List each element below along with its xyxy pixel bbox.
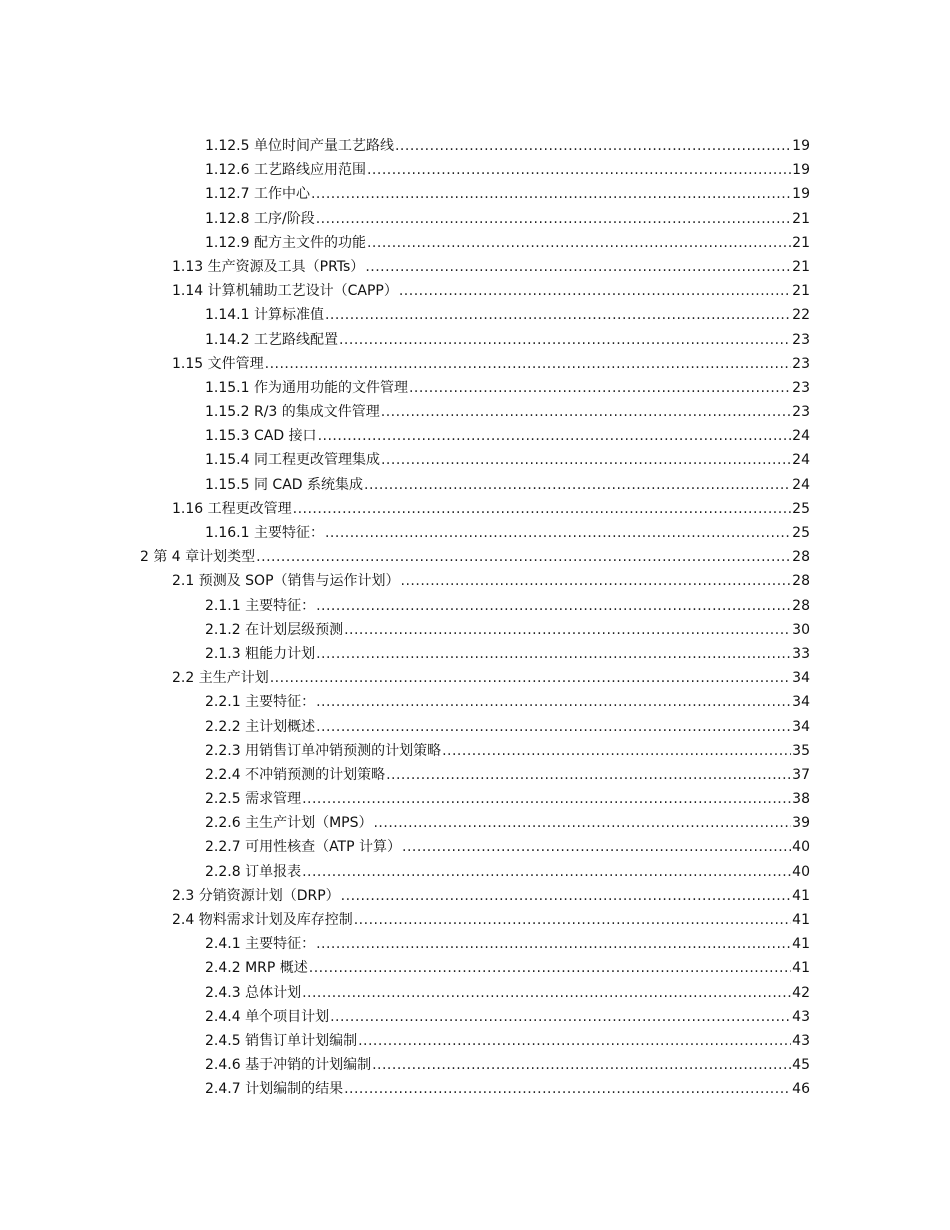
- toc-entry[interactable]: [205, 424, 810, 448]
- toc-entry[interactable]: [172, 255, 810, 279]
- toc-entry-page-number: 34: [791, 715, 810, 739]
- toc-entry[interactable]: [172, 666, 810, 690]
- toc-entry[interactable]: [172, 908, 810, 932]
- toc-dot-leader: [316, 642, 791, 666]
- toc-entry-page-number: 24: [791, 448, 810, 472]
- toc-entry[interactable]: [205, 1077, 810, 1101]
- toc-entry-page-number: 33: [791, 642, 810, 666]
- toc-entry-title: 2.1.1 主要特征：: [205, 594, 316, 618]
- toc-entry[interactable]: [205, 956, 810, 980]
- toc-dot-leader: [358, 1029, 791, 1053]
- toc-entry-page-number: 30: [791, 618, 810, 642]
- toc-entry-title: 2.4.7 计划编制的结果: [205, 1077, 344, 1101]
- toc-entry-page-number: 24: [791, 473, 810, 497]
- toc-entry-page-number: 41: [791, 884, 810, 908]
- toc-dot-leader: [395, 134, 791, 158]
- toc-entry-title: 1.12.8 工序/阶段: [205, 207, 316, 231]
- toc-entry-title: 2.4.6 基于冲销的计划编制: [205, 1053, 372, 1077]
- toc-entry-title: 1.12.7 工作中心: [205, 182, 311, 206]
- toc-dot-leader: [364, 473, 791, 497]
- toc-entry[interactable]: [205, 690, 810, 714]
- toc-dot-leader: [339, 328, 791, 352]
- toc-entry-title: 2.4.5 销售订单计划编制: [205, 1029, 358, 1053]
- toc-dot-leader: [354, 908, 791, 932]
- toc-dot-leader: [373, 811, 791, 835]
- toc-entry-page-number: 46: [791, 1077, 810, 1101]
- toc-entry[interactable]: [140, 545, 810, 569]
- toc-entry-title: 2.4.2 MRP 概述: [205, 956, 309, 980]
- toc-entry[interactable]: [205, 594, 810, 618]
- toc-entry-page-number: 34: [791, 690, 810, 714]
- toc-entry-title: 1.14.1 计算标准值: [205, 303, 325, 327]
- toc-entry-title: 2.2.8 订单报表: [205, 860, 302, 884]
- toc-entry-page-number: 35: [791, 739, 810, 763]
- toc-entry-page-number: 42: [791, 981, 810, 1005]
- toc-entry-title: 1.15.4 同工程更改管理集成: [205, 448, 381, 472]
- toc-dot-leader: [316, 594, 791, 618]
- toc-entry-page-number: 21: [791, 255, 810, 279]
- toc-entry[interactable]: [172, 884, 810, 908]
- toc-entry-title: 1.14.2 工艺路线配置: [205, 328, 339, 352]
- toc-dot-leader: [316, 207, 791, 231]
- toc-dot-leader: [442, 739, 791, 763]
- toc-entry-title: 1.15.3 CAD 接口: [205, 424, 318, 448]
- toc-dot-leader: [365, 255, 791, 279]
- toc-dot-leader: [311, 182, 791, 206]
- toc-dot-leader: [270, 666, 791, 690]
- toc-entry-page-number: 38: [791, 787, 810, 811]
- toc-entry-page-number: 43: [791, 1029, 810, 1053]
- toc-entry[interactable]: [205, 521, 810, 545]
- toc-entry-page-number: 28: [791, 594, 810, 618]
- table-of-contents: [0, 134, 950, 1102]
- toc-entry[interactable]: [205, 473, 810, 497]
- toc-entry-page-number: 39: [791, 811, 810, 835]
- toc-entry-title: 2.4.3 总体计划: [205, 981, 302, 1005]
- toc-entry-title: 2.2 主生产计划: [172, 666, 270, 690]
- toc-entry[interactable]: [205, 835, 810, 859]
- toc-dot-leader: [399, 279, 791, 303]
- toc-entry[interactable]: [205, 715, 810, 739]
- toc-entry-title: 1.15.2 R/3 的集成文件管理: [205, 400, 381, 424]
- toc-dot-leader: [381, 400, 791, 424]
- toc-entry[interactable]: [205, 739, 810, 763]
- toc-entry[interactable]: [205, 182, 810, 206]
- toc-entry-title: 2.1 预测及 SOP（销售与运作计划）: [172, 569, 401, 593]
- toc-dot-leader: [302, 981, 791, 1005]
- toc-entry[interactable]: [205, 207, 810, 231]
- toc-entry-title: 1.16 工程更改管理: [172, 497, 293, 521]
- toc-entry[interactable]: [205, 642, 810, 666]
- toc-entry-title: 1.13 生产资源及工具（PRTs）: [172, 255, 365, 279]
- toc-entry[interactable]: [205, 1029, 810, 1053]
- toc-entry-page-number: 37: [791, 763, 810, 787]
- toc-entry[interactable]: [205, 134, 810, 158]
- toc-dot-leader: [401, 569, 792, 593]
- toc-dot-leader: [316, 690, 791, 714]
- toc-dot-leader: [402, 835, 791, 859]
- toc-entry-page-number: 40: [791, 835, 810, 859]
- toc-entry[interactable]: [205, 1005, 810, 1029]
- toc-entry-page-number: 34: [791, 666, 810, 690]
- toc-entry-page-number: 25: [791, 521, 810, 545]
- toc-entry[interactable]: [205, 811, 810, 835]
- toc-entry[interactable]: [205, 981, 810, 1005]
- toc-dot-leader: [325, 521, 791, 545]
- toc-entry-title: 2 第 4 章计划类型: [140, 545, 256, 569]
- toc-entry-page-number: 22: [791, 303, 810, 327]
- toc-entry[interactable]: [205, 1053, 810, 1077]
- toc-entry-page-number: 19: [791, 158, 810, 182]
- toc-entry[interactable]: [205, 448, 810, 472]
- toc-entry-title: 2.2.6 主生产计划（MPS）: [205, 811, 373, 835]
- toc-entry-page-number: 21: [791, 207, 810, 231]
- toc-entry-title: 1.14 计算机辅助工艺设计（CAPP）: [172, 279, 399, 303]
- toc-entry[interactable]: [205, 376, 810, 400]
- toc-entry[interactable]: [205, 303, 810, 327]
- toc-entry-page-number: 24: [791, 424, 810, 448]
- toc-entry-page-number: 28: [791, 569, 810, 593]
- toc-entry-page-number: 41: [791, 908, 810, 932]
- toc-dot-leader: [409, 376, 791, 400]
- toc-entry-page-number: 45: [791, 1053, 810, 1077]
- toc-entry-title: 2.2.2 主计划概述: [205, 715, 316, 739]
- toc-entry-page-number: 19: [791, 182, 810, 206]
- toc-entry-page-number: 21: [791, 279, 810, 303]
- toc-entry-title: 1.16.1 主要特征：: [205, 521, 325, 545]
- toc-entry-page-number: 43: [791, 1005, 810, 1029]
- toc-dot-leader: [386, 763, 791, 787]
- toc-dot-leader: [330, 1005, 791, 1029]
- toc-dot-leader: [302, 860, 791, 884]
- toc-entry-title: 2.2.1 主要特征：: [205, 690, 316, 714]
- toc-entry-title: 2.2.5 需求管理: [205, 787, 302, 811]
- toc-entry-title: 2.1.3 粗能力计划: [205, 642, 316, 666]
- toc-entry-page-number: 21: [791, 231, 810, 255]
- toc-entry-page-number: 40: [791, 860, 810, 884]
- toc-entry[interactable]: [172, 279, 810, 303]
- toc-entry-page-number: 25: [791, 497, 810, 521]
- toc-entry-page-number: 41: [791, 956, 810, 980]
- toc-entry-page-number: 28: [791, 545, 810, 569]
- toc-dot-leader: [372, 1053, 791, 1077]
- toc-entry-page-number: 23: [791, 400, 810, 424]
- toc-entry-title: 2.1.2 在计划层级预测: [205, 618, 344, 642]
- toc-entry-title: 2.4 物料需求计划及库存控制: [172, 908, 354, 932]
- toc-entry[interactable]: [205, 231, 810, 255]
- toc-entry-title: 1.15.5 同 CAD 系统集成: [205, 473, 364, 497]
- toc-dot-leader: [316, 715, 791, 739]
- toc-entry[interactable]: [205, 618, 810, 642]
- toc-dot-leader: [293, 497, 792, 521]
- toc-entry-page-number: 23: [791, 352, 810, 376]
- toc-entry-title: 2.2.7 可用性核查（ATP 计算）: [205, 835, 402, 859]
- toc-entry-page-number: 23: [791, 376, 810, 400]
- toc-dot-leader: [344, 1077, 791, 1101]
- toc-dot-leader: [341, 884, 792, 908]
- toc-entry-title: 2.2.3 用销售订单冲销预测的计划策略: [205, 739, 442, 763]
- toc-dot-leader: [325, 303, 791, 327]
- toc-entry[interactable]: [172, 569, 810, 593]
- toc-dot-leader: [367, 231, 791, 255]
- toc-entry[interactable]: [172, 352, 810, 376]
- toc-dot-leader: [309, 956, 791, 980]
- toc-entry-title: 1.15 文件管理: [172, 352, 265, 376]
- toc-entry[interactable]: [205, 860, 810, 884]
- toc-dot-leader: [316, 932, 791, 956]
- toc-entry[interactable]: [205, 932, 810, 956]
- toc-entry-page-number: 19: [791, 134, 810, 158]
- toc-entry-page-number: 41: [791, 932, 810, 956]
- toc-entry-title: 1.15.1 作为通用功能的文件管理: [205, 376, 409, 400]
- toc-entry-title: 2.4.4 单个项目计划: [205, 1005, 330, 1029]
- toc-entry[interactable]: [205, 787, 810, 811]
- toc-dot-leader: [302, 787, 791, 811]
- toc-entry[interactable]: [205, 158, 810, 182]
- toc-entry-title: 2.4.1 主要特征：: [205, 932, 316, 956]
- toc-entry[interactable]: [205, 400, 810, 424]
- toc-dot-leader: [381, 448, 791, 472]
- toc-entry-title: 1.12.5 单位时间产量工艺路线: [205, 134, 395, 158]
- toc-dot-leader: [318, 424, 792, 448]
- toc-entry-title: 1.12.6 工艺路线应用范围: [205, 158, 367, 182]
- toc-entry[interactable]: [172, 497, 810, 521]
- toc-entry-title: 2.2.4 不冲销预测的计划策略: [205, 763, 386, 787]
- toc-entry-page-number: 23: [791, 328, 810, 352]
- toc-entry-title: 2.3 分销资源计划（DRP）: [172, 884, 341, 908]
- toc-entry[interactable]: [205, 328, 810, 352]
- toc-entry[interactable]: [205, 763, 810, 787]
- toc-entry-title: 1.12.9 配方主文件的功能: [205, 231, 367, 255]
- toc-dot-leader: [344, 618, 791, 642]
- toc-dot-leader: [367, 158, 791, 182]
- toc-dot-leader: [256, 545, 791, 569]
- toc-dot-leader: [265, 352, 792, 376]
